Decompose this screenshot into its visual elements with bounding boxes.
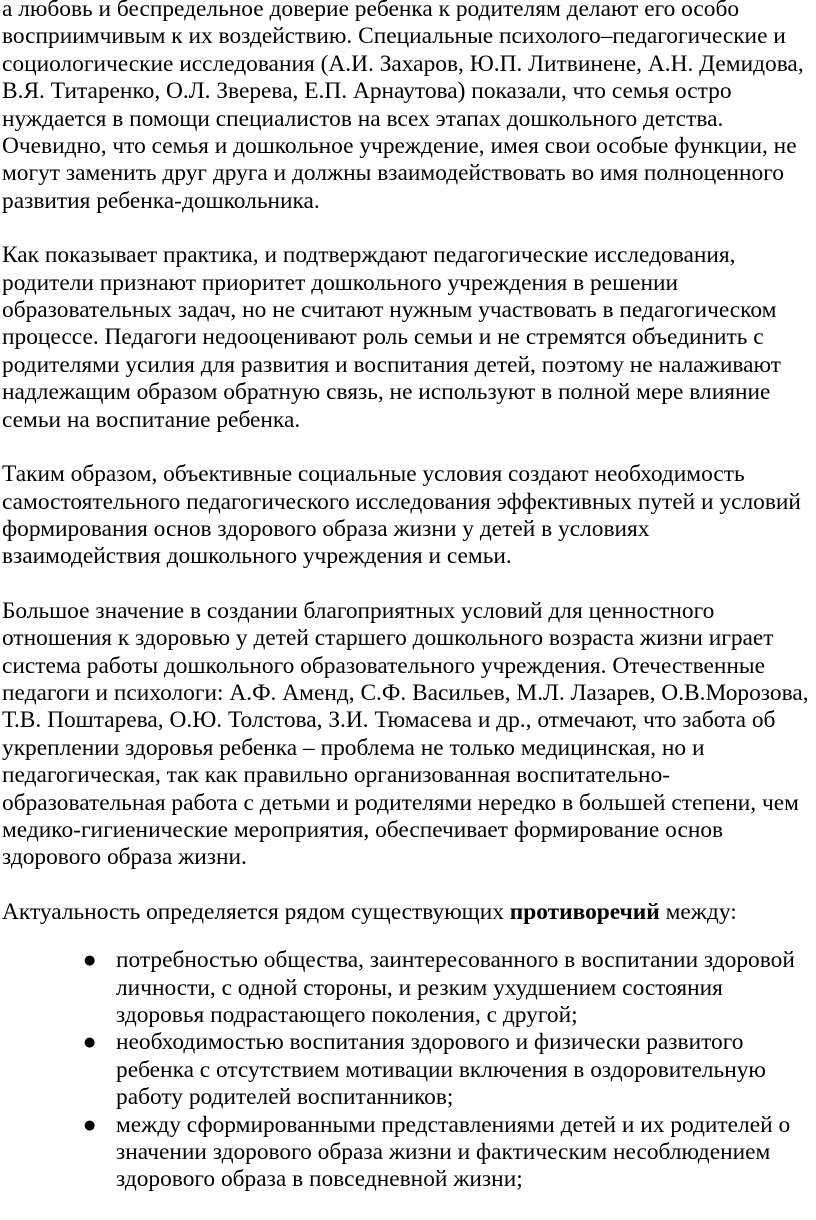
bullet-icon: ●: [84, 953, 96, 969]
contradictions-list: [2, 947, 816, 1194]
list-item: [84, 947, 816, 1029]
intro-text-after: между:: [659, 898, 737, 925]
paragraph-practice: Как показывает практика, и подтверждают педагогические исследования, родители признают приоритет дошкольного учреждения в решении образовательных задач, но не считают нужным участвовать в педагогическом процессе. Педагоги недооценивают роль семьи и не стремятся объединить с родителями усилия для развития и воспитания детей, поэтому не налаживают надлежащим образом обратную связь, не используют в полной мере влияние семьи на воспитание ребенка.: [2, 242, 781, 433]
list-item-text: между сформированными представлениями детей и их родителей о значении здорового образа жизни и фактическим несоблюдением здорового образа в повседневной жизни;: [116, 1111, 791, 1193]
bullet-icon: ●: [84, 1035, 96, 1051]
paragraph-conclusion: Таким образом, объективные социальные условия создают необходимость самостоятельного педагогического исследования эффективных путей и условий формирования основ здорового образа жизни у детей в условиях взаимодействия дошкольного учреждения и семьи.: [2, 461, 801, 570]
intro-bold-term: противоречий: [509, 898, 660, 925]
list-item: [84, 1111, 816, 1194]
paragraph-contradictions-intro: [2, 899, 814, 926]
list-item: [84, 1029, 816, 1111]
intro-text-before: Актуальность определяется рядом существующих: [2, 898, 510, 925]
list-item-text: потребностью общества, заинтересованного в воспитании здоровой личности, с одной стороны, и резким ухудшением состояния здоровья подрастающего поколения, с другой;: [116, 947, 795, 1028]
bullet-icon: ●: [84, 1117, 96, 1133]
list-item-text: необходимостью воспитания здорового и физически развитого ребенка с отсутствием мотивации включения в оздоровительную работу родителей воспитанников;: [116, 1029, 766, 1111]
paragraph-family-trust: а любовь и беспредельное доверие ребенка к родителям делают его особо восприимчивым к их воздействию. Специальные психолого–педагогические и социологические исследования (А.И. Захаров, Ю.П. Литвинене, А.Н. Демидова, В.Я. Титаренко, О.Л. Зверева, Е.П. Арнаутова) показали, что семья остро нуждается в помощи специалистов на всех этапах дошкольного детства. Очевидно, что семья и дошкольное учреждение, имея свои особые функции, не могут заменить друг друга и должны взаимодействовать во имя полноценного развития ребенка-дошкольника.: [2, 0, 804, 214]
paragraph-importance: Большое значение в создании благоприятных условий для ценностного отношения к здоровью у детей старшего дошкольного возраста жизни играет система работы дошкольного образовательного учреждения. Отечественные педагоги и психологи: А.Ф. Аменд, С.Ф. Васильев, М.Л. Лазарев, О.В.Морозова, Т.В. Поштарева, О.Ю. Толстова, З.И. Тюмасева и др., отмечают, что забота об укреплении здоровья ребенка – проблема не только медицинская, но и педагогическая, так как правильно организованная воспитательно-образовательная работа с детьми и родителями нередко в большей степени, чем медико-гигиенические мероприятия, обеспечивает формирование основ здорового образа жизни.: [2, 597, 809, 871]
